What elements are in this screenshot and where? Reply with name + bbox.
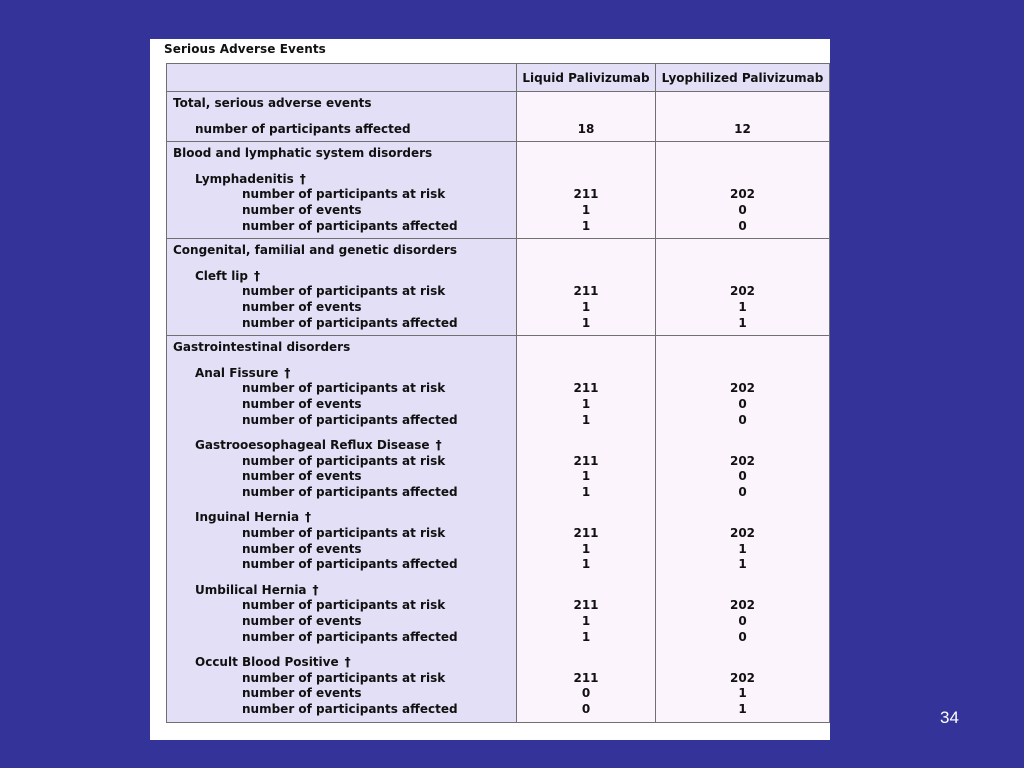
header-row: [167, 64, 830, 92]
lyophilized-value: 202: [729, 284, 756, 299]
soc-name: Congenital, familial and genetic disorders: [173, 243, 457, 258]
adverse-events-panel: [150, 39, 830, 740]
lyophilized-value: 1: [738, 541, 747, 556]
term-name: Inguinal Hernia: [195, 510, 300, 525]
lyophilized-value: 1: [738, 299, 747, 314]
lyophilized-value: 1: [738, 702, 747, 716]
liquid-value: 1: [581, 541, 591, 556]
lyophilized-value: 202: [729, 187, 756, 202]
dagger-mark: †: [435, 438, 442, 453]
soc-group-row: [167, 336, 830, 722]
lyophilized-value: 1: [738, 686, 747, 701]
header-lyophilized-palivizumab: Lyophilized Palivizumab: [656, 64, 830, 92]
soc-name: Blood and lymphatic system disorders: [173, 146, 433, 161]
liquid-values-cell: [517, 336, 656, 722]
liquid-value: 1: [581, 469, 591, 484]
total-row-label: number of participants affected: [195, 121, 411, 136]
dagger-mark: †: [299, 171, 306, 186]
measure-label: number of participants affected: [242, 412, 458, 427]
adverse-events-table: [166, 63, 830, 723]
measure-label: number of participants affected: [242, 315, 458, 330]
total-liquid-value: 18: [577, 121, 595, 136]
total-heading: Total, serious adverse events: [173, 96, 372, 110]
term-label: [167, 510, 516, 526]
total-lyophilized-value: 12: [734, 121, 751, 136]
liquid-value: 1: [581, 484, 591, 499]
measure-label: number of events: [242, 202, 362, 217]
term-label: [167, 269, 516, 285]
lyophilized-value: 0: [738, 629, 747, 644]
soc-group-row: [167, 239, 830, 336]
liquid-value: 211: [573, 526, 599, 541]
lyophilized-value: 202: [729, 526, 756, 541]
term-label: [167, 583, 516, 599]
dagger-mark: †: [254, 268, 261, 283]
lyophilized-values-cell: [656, 336, 830, 722]
lyophilized-value: 0: [738, 202, 747, 217]
measure-label: number of participants at risk: [242, 670, 446, 685]
liquid-value: 211: [573, 453, 599, 468]
lyophilized-values-cell: [656, 239, 830, 336]
liquid-value: 1: [581, 396, 591, 411]
header-blank-cell: [167, 64, 517, 92]
lyophilized-value: 0: [738, 396, 747, 411]
term-name: Lymphadenitis: [195, 171, 294, 186]
lyophilized-value: 0: [738, 484, 747, 499]
total-label-cell: [167, 92, 517, 142]
liquid-values-cell: [517, 142, 656, 239]
term-name: Anal Fissure: [195, 365, 279, 380]
measure-label: number of participants at risk: [242, 381, 446, 396]
total-row: [167, 92, 830, 142]
liquid-value: 1: [581, 299, 591, 314]
term-name: Cleft lip: [195, 268, 249, 283]
liquid-value: 1: [581, 557, 591, 572]
soc-group-row: [167, 142, 830, 239]
dagger-mark: †: [305, 510, 312, 525]
measure-label: number of participants at risk: [242, 187, 446, 202]
lyophilized-value: 1: [738, 315, 747, 330]
measure-label: number of participants affected: [242, 557, 458, 572]
liquid-value: 211: [573, 381, 599, 396]
liquid-value: 1: [581, 629, 591, 644]
liquid-value: 0: [581, 686, 591, 701]
term-name: Umbilical Hernia: [195, 582, 307, 597]
lyophilized-value: 202: [729, 453, 756, 468]
lyophilized-values-cell: [656, 142, 830, 239]
soc-label-cell: [167, 142, 517, 239]
lyophilized-value: 0: [738, 412, 747, 427]
header-liquid-palivizumab: Liquid Palivizumab: [517, 64, 656, 92]
lyophilized-value: 202: [729, 381, 756, 396]
term-label: [167, 172, 516, 188]
measure-label: number of events: [242, 469, 362, 484]
term-label: [167, 438, 516, 454]
measure-label: number of participants at risk: [242, 284, 446, 299]
measure-label: number of events: [242, 299, 362, 314]
lyophilized-value: 1: [738, 557, 747, 572]
liquid-value: 211: [573, 598, 599, 613]
page-number: 34: [940, 708, 959, 727]
dagger-mark: †: [344, 655, 351, 670]
measure-label: number of participants at risk: [242, 598, 446, 613]
measure-label: number of participants affected: [242, 702, 458, 716]
liquid-value: 1: [581, 412, 591, 427]
measure-label: number of events: [242, 686, 362, 701]
liquid-value: 211: [573, 670, 599, 685]
lyophilized-value: 202: [729, 670, 756, 685]
soc-name: Gastrointestinal disorders: [173, 340, 351, 355]
total-lyophilized-cell: [656, 92, 830, 142]
dagger-mark: †: [312, 582, 319, 597]
measure-label: number of participants affected: [242, 629, 458, 644]
dagger-mark: †: [284, 365, 291, 380]
measure-label: number of participants affected: [242, 484, 458, 499]
liquid-value: 0: [581, 702, 591, 716]
liquid-value: 211: [573, 187, 599, 202]
liquid-value: 1: [581, 202, 591, 217]
lyophilized-value: 0: [738, 218, 747, 233]
term-label: [167, 655, 516, 671]
term-label: [167, 366, 516, 382]
panel-title: Serious Adverse Events: [164, 42, 326, 56]
soc-label-cell: [167, 239, 517, 336]
term-name: Gastrooesophageal Reflux Disease: [195, 438, 430, 453]
total-liquid-cell: [517, 92, 656, 142]
measure-label: number of events: [242, 541, 362, 556]
lyophilized-value: 202: [729, 598, 756, 613]
measure-label: number of events: [242, 614, 362, 629]
liquid-value: 1: [581, 614, 591, 629]
measure-label: number of participants at risk: [242, 526, 446, 541]
lyophilized-value: 0: [738, 469, 747, 484]
lyophilized-value: 0: [738, 614, 747, 629]
liquid-value: 1: [581, 315, 591, 330]
measure-label: number of events: [242, 396, 362, 411]
measure-label: number of participants at risk: [242, 453, 446, 468]
term-name: Occult Blood Positive: [195, 655, 339, 670]
liquid-value: 1: [581, 218, 591, 233]
soc-label-cell: [167, 336, 517, 722]
measure-label: number of participants affected: [242, 218, 458, 233]
liquid-value: 211: [573, 284, 599, 299]
liquid-values-cell: [517, 239, 656, 336]
